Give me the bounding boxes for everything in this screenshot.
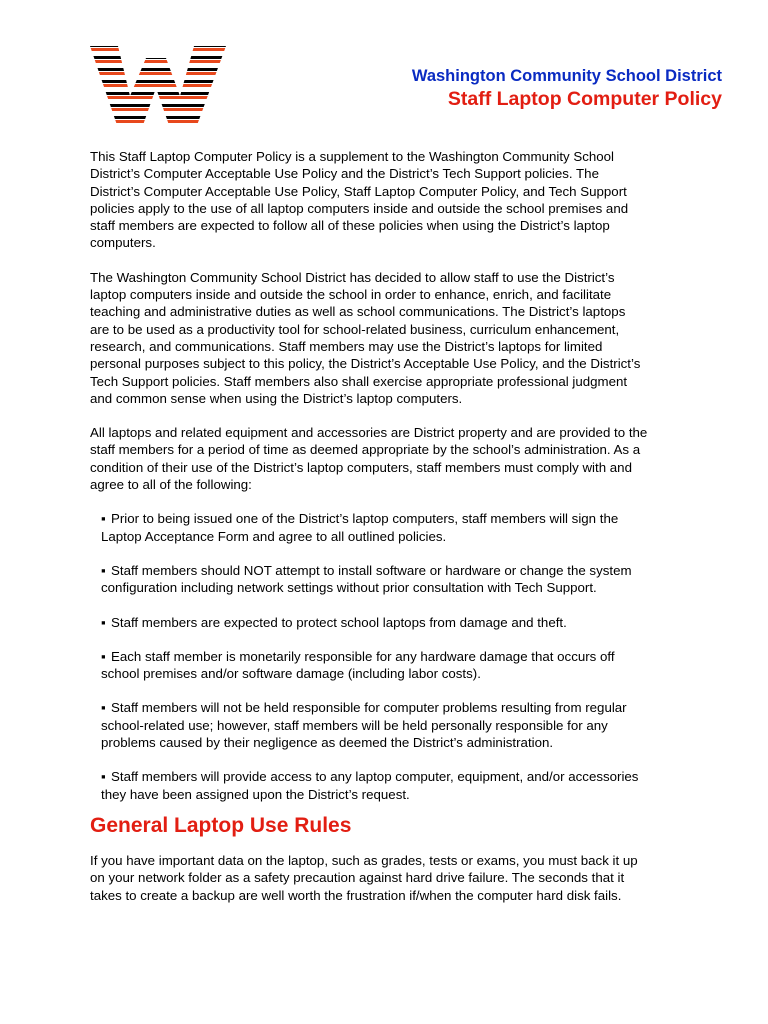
list-item: ▪ Staff members are expected to protect school laptops from damage and theft. (101, 614, 567, 630)
list-item: ▪ Prior to being issued one of the District’s laptop computers, staff members will sign the Laptop Acceptance Form and agree to all outlined policies. (90, 510, 730, 545)
policy-bullet-list (90, 510, 730, 803)
document-header (412, 66, 722, 111)
text-line: condition of their use of the District’s laptop computers, staff members must comply with and (90, 459, 632, 475)
bullet-square-icon: ▪ (101, 511, 106, 527)
bullet-square-icon: ▪ (101, 769, 106, 785)
logo-stripe (90, 120, 226, 123)
logo-stripe (90, 72, 226, 75)
section-paragraph (90, 852, 730, 904)
text-line: District’s Computer Acceptable Use Policy, Staff Laptop Computer Policy, and Tech Support (90, 183, 627, 199)
logo-stripe (90, 60, 226, 63)
bullet-square-icon: ▪ (101, 562, 106, 578)
logo-stripe (90, 44, 226, 47)
logo-stripe (90, 92, 226, 95)
document-body (90, 148, 730, 904)
intro-paragraph-1 (90, 148, 730, 252)
logo-stripe (90, 112, 226, 115)
text-line: school premises and/or software damage (including labor costs). (101, 666, 481, 682)
text-line: teaching and administrative duties as well as school communications. The District’s laptops (90, 304, 626, 320)
text-line: agree to all of the following: (90, 477, 252, 493)
list-item: ▪ Staff members will not be held responsible for computer problems resulting from regular school-related use; however, staff members will be held personally responsible for any problems caused by their negligence as deemed the District’s administration. (90, 699, 730, 751)
district-name: Washington Community School District (411, 67, 722, 85)
list-item: ▪ Staff members should NOT attempt to install software or hardware or change the system configuration including network settings without prior consultation with Tech Support. (90, 562, 730, 597)
text-line: personal purposes subject to this policy, the District’s Acceptable Use Policy, and the District’s (90, 356, 641, 372)
logo-stripe (90, 84, 226, 87)
intro-paragraph-2 (90, 269, 730, 407)
logo-stripe (90, 100, 226, 103)
policy-title: Staff Laptop Computer Policy (447, 88, 722, 110)
text-line: and common sense when using the District’s laptop computers. (90, 390, 463, 406)
list-item: ▪ Each staff member is monetarily responsible for any hardware damage that occurs off school premises and/or software damage (including labor costs). (90, 648, 730, 683)
intro-paragraph-3 (90, 424, 730, 493)
logo-stripe (90, 80, 226, 83)
text-line: The Washington Community School District has decided to allow staff to use the District’s (90, 269, 615, 285)
washington-w-logo-icon (90, 44, 226, 128)
logo-stripe (90, 116, 226, 119)
text-line: policies apply to the use of all laptop computers inside and outside the school premises and (90, 200, 629, 216)
text-line: are to be used as a productivity tool for school-related business, curriculum enhancement, (90, 321, 620, 337)
text-line: configuration including network settings without prior consultation with Tech Support. (101, 580, 597, 596)
logo-stripe (90, 108, 226, 111)
text-line: laptop computers inside and outside the school in order to enhance, enrich, and facilitate (90, 287, 612, 303)
logo-stripe (90, 48, 226, 51)
text-line: All laptops and related equipment and accessories are District property and are provided to the (90, 425, 648, 441)
bullet-square-icon: ▪ (101, 700, 106, 716)
text-line: problems caused by their negligence as deemed the District’s administration. (101, 735, 554, 751)
text-line: school-related use; however, staff members will be held personally responsible for any (101, 717, 608, 733)
text-line: If you have important data on the laptop, such as grades, tests or exams, you must back it up (90, 852, 638, 868)
logo-stripe (90, 96, 226, 99)
text-line: This Staff Laptop Computer Policy is a supplement to the Washington Community School (90, 149, 615, 164)
logo-stripe (90, 104, 226, 107)
text-line: they have been assigned upon the District’s request. (101, 786, 410, 802)
logo-stripe (90, 76, 226, 79)
logo-stripe (90, 88, 226, 91)
bullet-square-icon: ▪ (101, 614, 106, 630)
text-line: research, and communications. Staff members may use the District’s laptops for limited (90, 338, 603, 354)
text-line: staff members are expected to follow all of these policies when using the District’s laptop (90, 218, 610, 234)
text-line: Tech Support policies. Staff members also shall exercise appropriate professional judgment (90, 373, 628, 389)
text-line: District’s Computer Acceptable Use Policy and the District’s Tech Support policies. The (90, 166, 599, 182)
text-line: takes to create a backup are well worth the frustration if/when the computer hard disk fails. (90, 887, 622, 903)
text-line: Laptop Acceptance Form and agree to all outlined policies. (101, 528, 447, 544)
text-line: computers. (90, 235, 156, 251)
text-line: on your network folder as a safety precaution against hard drive failure. The seconds that it (90, 870, 625, 886)
logo-stripe (90, 124, 226, 127)
logo-stripe (90, 52, 226, 55)
logo-stripe (90, 56, 226, 59)
bullet-square-icon: ▪ (101, 648, 106, 664)
section-heading: General Laptop Use Rules (90, 813, 352, 837)
logo-stripe (90, 64, 226, 67)
text-line: staff members for a period of time as deemed appropriate by the school’s administration. As a (90, 442, 641, 458)
list-item: ▪ Staff members will provide access to any laptop computer, equipment, and/or accessories they have been assigned upon the District’s request. (90, 768, 730, 803)
logo-stripe (90, 68, 226, 71)
